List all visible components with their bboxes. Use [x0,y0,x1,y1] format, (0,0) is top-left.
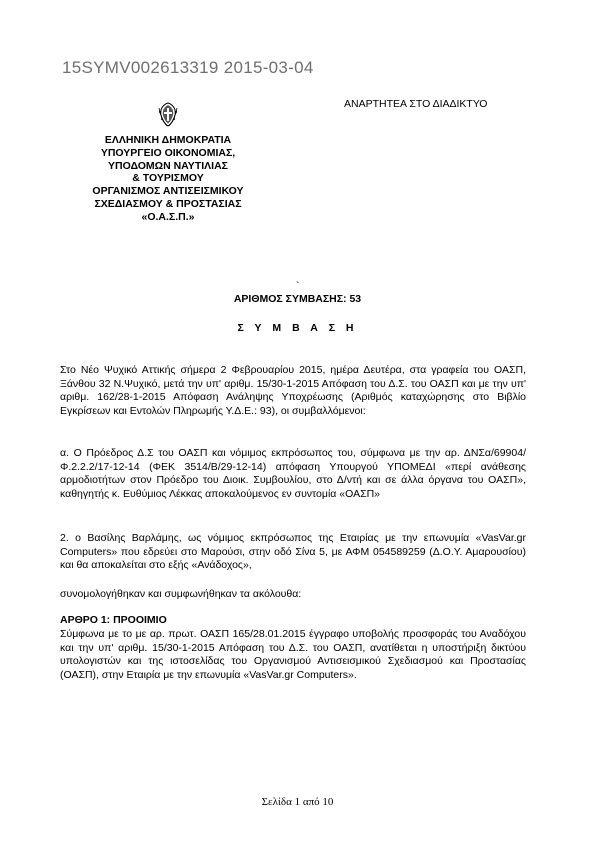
agreement-line: συνομολογήθηκαν και συμφωνήθηκαν τα ακόλουθα: [60,588,302,600]
contract-title: Σ Υ Μ Β Α Σ Η [237,322,358,334]
intro-paragraph: Στο Νέο Ψυχικό Αττικής σήμερα 2 Φεβρουαρίου 2015, ημέρα Δευτέρα, στα γραφεία του ΟΑΣΠ, Ξάνθου 32 Ν.Ψυχικό, μετά την υπ' αριθμ. 15/30-1-2015 Απόφαση του Δ.Σ. του ΟΑΣΠ και με την υπ' αριθμ. 162/28-1-2015 Απόφαση Ανάληψης Υποχρέωσης (Αριθμός καταχώρησης στο Βιβλίο Εγκρίσεων και Εντολών Πληρωμής Υ.Δ.Ε.: 93), οι συμβαλλόμενοι: [60,364,526,417]
header-line: ΟΡΓΑΝΙΣΜΟΣ ΑΝΤΙΣΕΙΣΜΙΚΟΥ [92,185,244,198]
party-a-paragraph: α. Ο Πρόεδρος Δ.Σ του ΟΑΣΠ και νόμιμος εκπρόσωπος του, σύμφωνα με την αρ. ΔΝΣα/69904/Φ.2.2.2/17-12-14 (ΦΕΚ 3514/Β/29-12-14) απόφαση Υπουργού ΥΠΟΜΕΔΙ «περί ανάθεσης αρμοδιοτήτων στον Πρόεδρο του Διοικ. Συμβουλίου, στο Δ/ντή και σε άλλα όργανα του ΟΑΣΠ», καθηγητής κ. Ευθύμιος Λέκκας αποκαλούμενος εν συντομία «ΟΑΣΠ» [60,447,526,500]
article-1-heading: ΑΡΘΡΟ 1: ΠΡΟΟΙΜΙΟ [60,614,167,626]
document-id: 15SYMV002613319 2015-03-04 [62,58,314,77]
tick-mark: ` [296,281,300,292]
header-line: ΣΧΕΔΙΑΣΜΟΥ & ΠΡΟΣΤΑΣΙΑΣ [94,197,242,210]
page-footer: Σελίδα 1 από 10 [261,796,334,808]
party-b-paragraph: 2. ο Βασίλης Βαρλάμης, ως νόμιμος εκπρόσωπος της Εταιρίας με την επωνυμία «VasVar.gr Computers» που εδρεύει στο Μαρούσι, στην οδό Σίνα 5, με ΑΦΜ 054589259 (Δ.Ο.Υ. Αμαρουσίου) και θα αποκαλείται στο εξής «Ανάδοχος», [60,532,526,572]
article-1-body: Σύμφωνα με το με αρ. πρωτ. ΟΑΣΠ 165/28.01.2015 έγγραφο υποβολής προσφοράς του Αναδόχου και την υπ' αριθμ. 15/30-1-2015 Απόφαση του Δ.Σ. του ΟΑΣΠ, ανατίθεται η υποστήριξη δικτύου υπολογιστών και της ιστοσελίδας του Οργανισμού Αντισεισμικού Σχεδιασμού και Προστασίας (ΟΑΣΠ), στην Εταιρία με την επωνυμία «VasVar.gr Computers». [60,628,526,681]
header-line: & ΤΟΥΡΙΣΜΟΥ [132,172,204,185]
issuer-header [70,134,266,224]
header-line: ΥΠΟΥΡΓΕΙΟ ΟΙΚΟΝΟΜΙΑΣ, [100,146,236,159]
greek-state-emblem-icon [156,100,180,128]
header-line: ΕΛΛΗΝΙΚΗ ΔΗΜΟΚΡΑΤΙΑ [104,134,232,146]
publish-note: ΑΝΑΡΤΗΤΕΑ ΣΤΟ ΔΙΑΔΙΚΤΥΟ [344,98,488,110]
contract-number: ΑΡΙΘΜΟΣ ΣΥΜΒΑΣΗΣ: 53 [233,293,362,305]
header-line: ΥΠΟΔΟΜΩΝ ΝΑΥΤΙΛΙΑΣ [108,159,228,172]
header-line: «Ο.Α.Σ.Π.» [141,210,195,223]
